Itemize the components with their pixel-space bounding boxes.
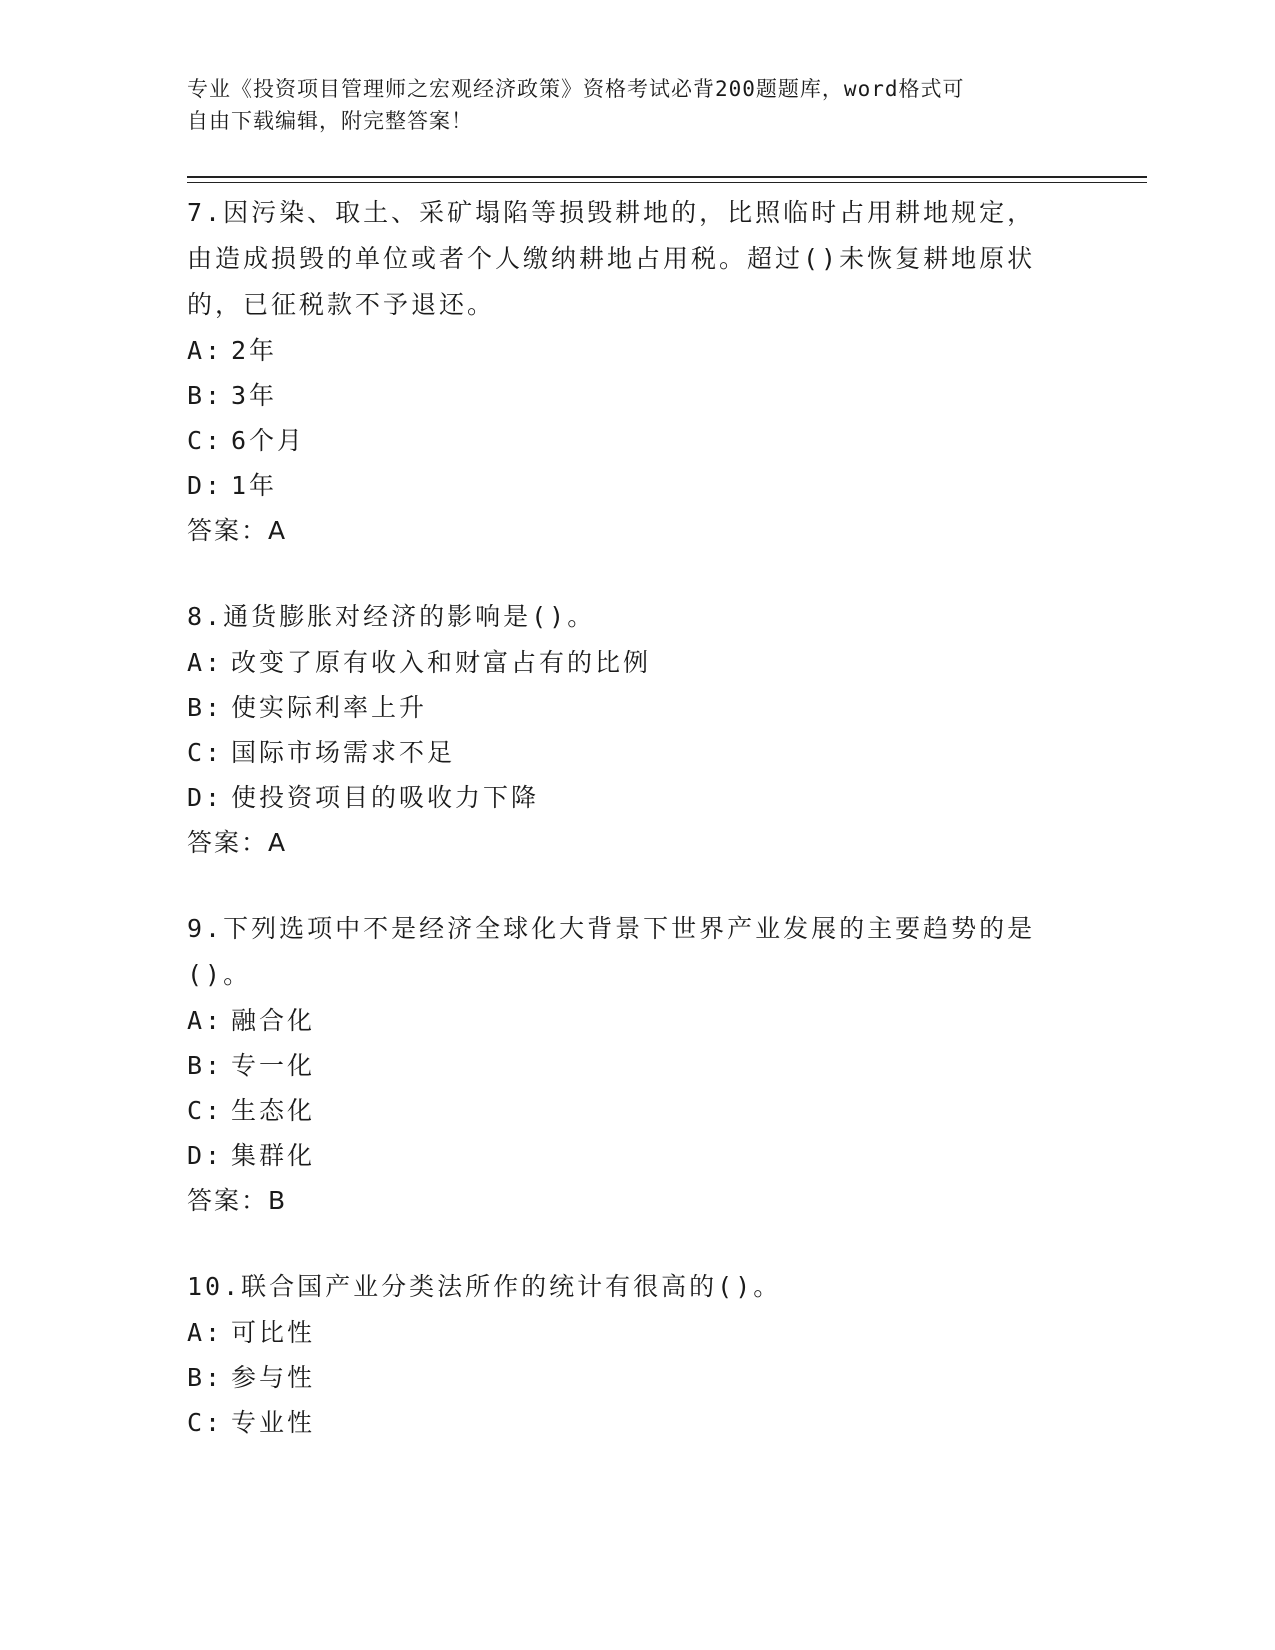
answer-line: 答案：A xyxy=(187,516,288,545)
question-9 xyxy=(187,906,1067,1224)
option-text: 使实际利率上升 xyxy=(231,693,428,722)
option-text: 参与性 xyxy=(231,1363,316,1392)
option-letter: C: xyxy=(187,738,224,767)
stem-line: 10.联合国产业分类法所作的统计有很高的()。 xyxy=(187,1272,782,1301)
option-letter: C: xyxy=(187,426,224,455)
question-7 xyxy=(187,190,1067,554)
option-c xyxy=(187,1088,1067,1133)
option-a xyxy=(187,1310,1067,1355)
option-text: 6个月 xyxy=(231,426,306,455)
option-text: 3年 xyxy=(231,381,278,410)
option-letter: B: xyxy=(187,693,224,722)
option-letter: C: xyxy=(187,1408,224,1437)
question-list xyxy=(187,190,1067,1485)
option-a xyxy=(187,998,1067,1043)
option-b xyxy=(187,373,1067,418)
option-a xyxy=(187,328,1067,373)
stem-line: 9.下列选项中不是经济全球化大背景下世界产业发展的主要趋势的是 xyxy=(187,914,1036,943)
option-text: 专一化 xyxy=(231,1051,316,1080)
stem-line: 8.通货膨胀对经济的影响是()。 xyxy=(187,602,596,631)
option-b xyxy=(187,1043,1067,1088)
option-text: 专业性 xyxy=(231,1408,316,1437)
option-letter: A: xyxy=(187,1006,224,1035)
option-text: 国际市场需求不足 xyxy=(231,738,456,767)
option-b xyxy=(187,685,1067,730)
stem-line: ()。 xyxy=(187,960,252,989)
option-letter: B: xyxy=(187,1051,224,1080)
option-letter: B: xyxy=(187,1363,224,1392)
question-stem xyxy=(187,190,1067,328)
option-d xyxy=(187,775,1067,820)
header-line-1: 专业《投资项目管理师之宏观经济政策》资格考试必背200题题库，word格式可 xyxy=(187,77,965,101)
option-letter: D: xyxy=(187,471,224,500)
option-text: 集群化 xyxy=(231,1141,316,1170)
option-text: 使投资项目的吸收力下降 xyxy=(231,783,540,812)
option-letter: A: xyxy=(187,648,224,677)
option-letter: D: xyxy=(187,1141,224,1170)
question-stem xyxy=(187,1264,1067,1310)
option-text: 生态化 xyxy=(231,1096,316,1125)
option-c xyxy=(187,418,1067,463)
header-line-2: 自由下载编辑，附完整答案！ xyxy=(187,109,473,133)
option-letter: A: xyxy=(187,1318,224,1347)
option-c xyxy=(187,730,1067,775)
answer-line: 答案：B xyxy=(187,1186,288,1215)
answer-line: 答案：A xyxy=(187,828,288,857)
option-d xyxy=(187,463,1067,508)
document-header xyxy=(187,73,1067,137)
option-text: 融合化 xyxy=(231,1006,316,1035)
question-stem xyxy=(187,594,1067,640)
question-10 xyxy=(187,1264,1067,1445)
option-c xyxy=(187,1400,1067,1445)
option-b xyxy=(187,1355,1067,1400)
question-stem xyxy=(187,906,1067,998)
header-divider-thick xyxy=(187,176,1147,178)
option-text: 1年 xyxy=(231,471,278,500)
option-letter: C: xyxy=(187,1096,224,1125)
header-divider-thin xyxy=(187,182,1147,183)
stem-line: 由造成损毁的单位或者个人缴纳耕地占用税。超过()未恢复耕地原状 xyxy=(187,244,1036,273)
option-d xyxy=(187,1133,1067,1178)
option-text: 2年 xyxy=(231,336,278,365)
stem-line: 的，已征税款不予退还。 xyxy=(187,290,496,319)
question-8 xyxy=(187,594,1067,866)
option-letter: D: xyxy=(187,783,224,812)
option-letter: A: xyxy=(187,336,224,365)
option-text: 改变了原有收入和财富占有的比例 xyxy=(231,648,652,677)
stem-line: 7.因污染、取土、采矿塌陷等损毁耕地的，比照临时占用耕地规定， xyxy=(187,198,1036,227)
option-letter: B: xyxy=(187,381,224,410)
option-text: 可比性 xyxy=(231,1318,316,1347)
option-a xyxy=(187,640,1067,685)
